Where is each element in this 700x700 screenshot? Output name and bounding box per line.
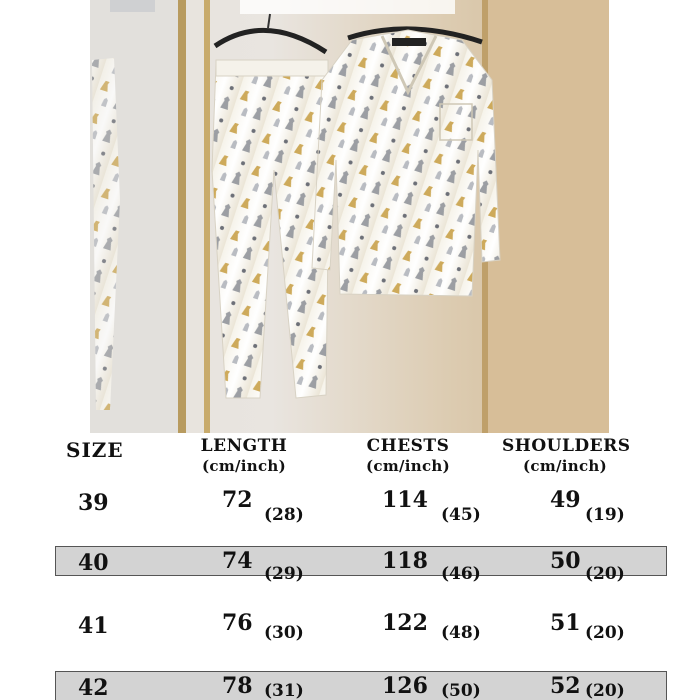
header-length-unit: (cm/inch) (201, 457, 287, 475)
length-inch: (28) (264, 505, 304, 525)
size-value: 42 (78, 675, 109, 700)
shoulder-cm: 50 (550, 548, 581, 574)
shoulder-inch: (20) (585, 623, 625, 643)
chest-inch: (46) (441, 564, 481, 584)
size-value: 39 (78, 490, 109, 516)
length-cm: 76 (222, 610, 253, 636)
length-cm: 78 (222, 673, 253, 699)
size-row-highlighted (0, 671, 700, 700)
chest-cm: 126 (382, 673, 428, 699)
header-shoulder-unit: (cm/inch) (522, 457, 608, 475)
size-row-highlighted (0, 546, 700, 608)
chest-cm: 118 (382, 548, 428, 574)
product-photo (90, 0, 609, 433)
shoulder-cm: 49 (550, 487, 581, 513)
length-inch: (31) (264, 681, 304, 700)
chest-inch: (50) (441, 681, 481, 700)
shoulder-inch: (20) (585, 564, 625, 584)
header-chest (356, 438, 460, 474)
header-chest-label: CHESTS (366, 436, 450, 456)
chest-inch: (48) (441, 623, 481, 643)
length-inch: (29) (264, 564, 304, 584)
header-length (192, 438, 296, 474)
header-shoulder (502, 436, 631, 475)
size-row (0, 612, 700, 674)
chest-cm: 122 (382, 610, 428, 636)
shoulder-cm: 52 (550, 673, 581, 699)
shoulder-inch: (19) (585, 505, 625, 525)
header-size: SIZE (66, 438, 124, 462)
size-value: 40 (78, 550, 109, 576)
header-shoulder-label: SHOULDERS (502, 436, 631, 456)
length-cm: 74 (222, 548, 253, 574)
shoulder-cm: 51 (550, 610, 581, 636)
size-row (0, 489, 700, 551)
chest-inch: (45) (441, 505, 481, 525)
length-inch: (30) (264, 623, 304, 643)
chest-cm: 114 (382, 487, 428, 513)
header-length-label: LENGTH (200, 436, 288, 456)
size-value: 41 (78, 613, 109, 639)
length-cm: 72 (222, 487, 253, 513)
shoulder-inch: (20) (585, 681, 625, 700)
header-chest-unit: (cm/inch) (365, 457, 451, 475)
